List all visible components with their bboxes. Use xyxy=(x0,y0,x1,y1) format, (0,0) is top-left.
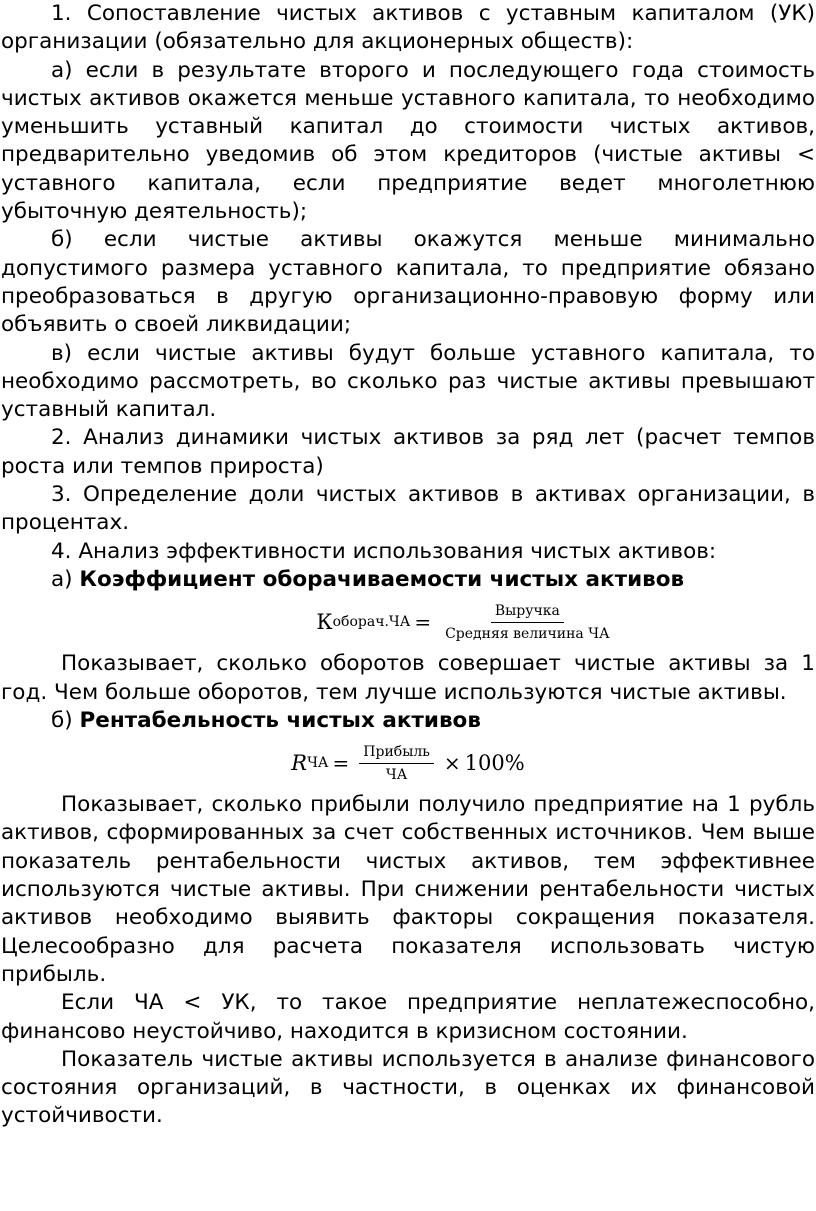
item-marker: б) xyxy=(51,707,80,733)
heading-turnover-ratio: Коэффициент оборачиваемости чистых активов xyxy=(79,566,685,592)
fraction-numerator: Выручка xyxy=(491,602,564,623)
equals-sign: = xyxy=(414,610,432,635)
heading-profitability: Рентабельность чистых активов xyxy=(79,707,481,733)
paragraph-6: 3. Определение доли чистых активов в активах организации, в процентах. xyxy=(1,482,815,536)
times-sign: × xyxy=(443,750,461,775)
paragraph-3: б) если чистые активы окажутся меньше минимально допустимого размера уставного капитала, то предприятие обязано преобразоваться в другую организационно-правовую форму или объявить о своей ликвидации; xyxy=(1,227,815,338)
paragraph-13: Показатель чистые активы используется в анализе финансового состояния организаций, в частности, в оценках их финансовой устойчивости. xyxy=(1,1046,815,1129)
paragraph-2: а) если в результате второго и последующего года стоимость чистых активов окажется меньше уставного капитала, то необходимо уменьшить уставный капитал до стоимости чистых активов, предварительно уведомив об этом кредиторов (чистые активы < уставного капитала, если предприятие ведет многолетнюю убыточную деятельность); xyxy=(1,57,815,225)
fraction-denominator: ЧА xyxy=(385,766,408,783)
formula-subscript: оборач.ЧА xyxy=(332,614,411,631)
formula-turnover xyxy=(0,594,816,650)
paragraph-10-heading xyxy=(0,707,816,735)
fraction xyxy=(359,743,434,784)
paragraph-12: Если ЧА < УК, то такое предприятие неплатежеспособно, финансово неустойчиво, находится в кризисном состоянии. xyxy=(1,990,815,1044)
formula-subscript: ЧА xyxy=(307,754,329,771)
paragraph-8-heading xyxy=(0,566,816,594)
formula-symbol: R xyxy=(291,750,308,775)
paragraph-5: 2. Анализ динамики чистых активов за ряд лет (расчет темпов роста или темпов прироста) xyxy=(1,425,815,479)
formula-symbol: К xyxy=(316,610,333,635)
equals-sign: = xyxy=(332,750,350,775)
formula-profitability xyxy=(0,735,816,791)
item-marker: а) xyxy=(51,566,80,592)
paragraph-4: в) если чистые активы будут больше уставного капитала, то необходимо рассмотреть, во сколько раз чистые активы превышают уставный капитал. xyxy=(1,340,815,423)
paragraph-11: Показывает, сколько прибыли получило предприятие на 1 рубль активов, сформированных за счет собственных источников. Чем выше показатель рентабельности чистых активов, тем эффективнее используются чистые активы. При снижении рентабельности чистых активов необходимо выявить факторы сокращения показателя. Целесообразно для расчета показателя использовать чистую прибыль. xyxy=(1,792,815,987)
fraction xyxy=(441,602,614,643)
paragraph-9: Показывает, сколько оборотов совершает чистые активы за 1 год. Чем больше оборотов, тем лучше используются чистые активы. xyxy=(1,651,815,705)
percent-multiplier: 100% xyxy=(464,750,525,775)
fraction-numerator: Прибыль xyxy=(359,743,434,764)
fraction-denominator: Средняя величина ЧА xyxy=(445,625,610,642)
paragraph-7: 4. Анализ эффективности использования чистых активов: xyxy=(51,538,717,564)
paragraph-1: 1. Сопоставление чистых активов с уставным капиталом (УК) организации (обязательно для акционерных обществ): xyxy=(1,1,815,55)
